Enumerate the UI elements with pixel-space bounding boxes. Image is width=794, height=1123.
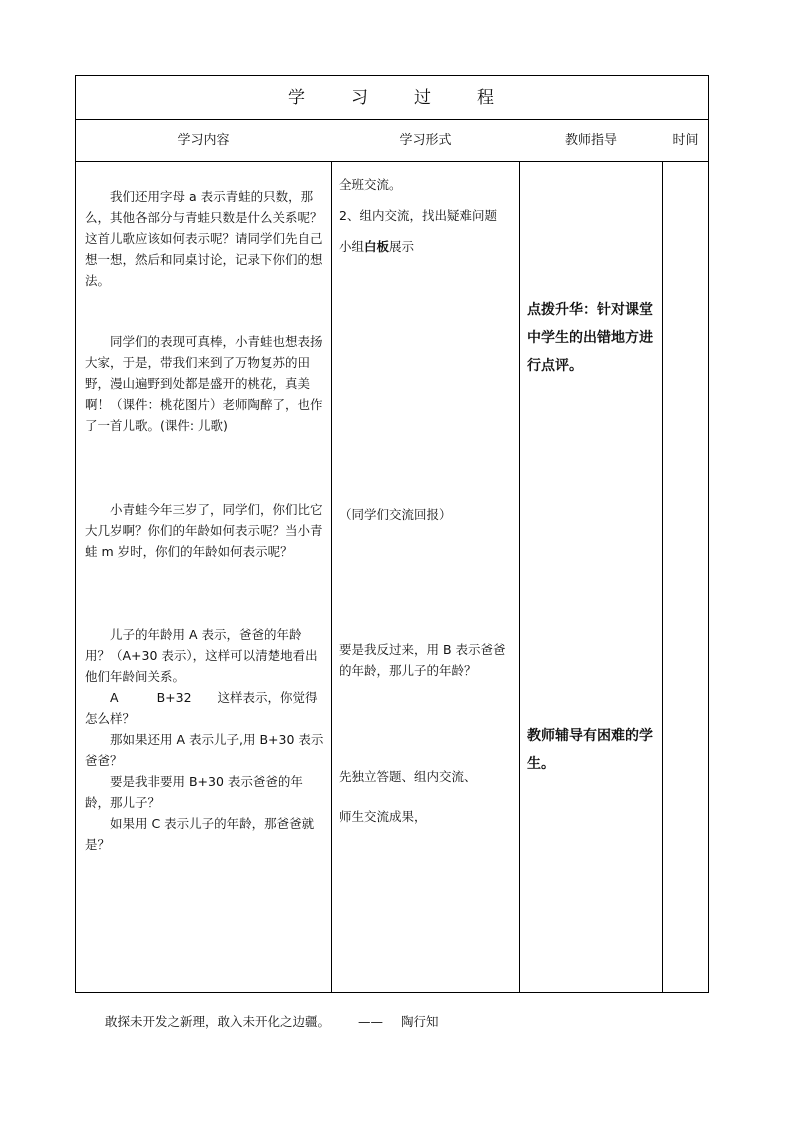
form-line: 先独立答题、组内交流、 [339,769,477,784]
header-time: 时间 [672,133,699,148]
content-paragraph [85,687,325,729]
form-line: 全班交流。 [339,177,402,192]
header-form: 学习形式 [399,133,452,148]
content-paragraph: 同学们的表现可真棒，小青蛙也想表扬大家，于是，带我们来到了万物复苏的田野，漫山遍野到处都是盛开的桃花，真美啊！（课件：桃花图片）老师陶醉了，也作了一首儿歌。(课件: 儿歌) [85,334,323,433]
form-line: 师生交流成果， [339,809,427,824]
guidance-block-2: 教师辅导有困难的学生。 [527,728,653,772]
column-divider-3 [662,161,663,992]
title-char-1: 学 [288,88,307,108]
formula-question: 这样表示，你觉得怎么样？ [85,690,318,726]
title-char-3: 过 [414,88,433,108]
quote-text: 敢探未开发之新理，敢入未开化之边疆。 [105,1014,331,1029]
form-block-1 [339,174,517,257]
title-char-2: 习 [351,88,370,108]
content-paragraph: 我们还用字母 a 表示青蛙的只数，那么，其他各部分与青蛙只数是什么关系呢？这首儿歌应该如何表示呢？请同学们先自己想一想，然后和同桌讨论，记录下你们的想法。 [85,189,323,288]
form-block-2 [339,504,517,525]
form-line: （同学们交流回报） [339,507,452,522]
column-divider-1 [331,161,332,992]
form-block-4 [339,766,517,827]
form-line: 小组白板展示 [339,239,415,254]
quote-author: 陶行知 [401,1014,439,1029]
header-guidance: 教师指导 [564,133,617,148]
lesson-table [75,75,709,993]
content-paragraph: 如果用 C 表示儿子的年龄，那爸爸就是？ [85,816,315,852]
content-block-2 [85,331,325,436]
content-block-1 [85,186,325,291]
footer-quote [105,1012,439,1030]
title-char-4: 程 [477,88,496,108]
form-block-3 [339,639,517,681]
formula-b: B+32 [156,690,192,705]
form-line: 2、组内交流，找出疑难问题 [339,208,497,223]
column-divider-2 [519,161,520,992]
content-paragraph: 儿子的年龄用 A 表示，爸爸的年龄用？（A+30 表示），这样可以清楚地看出他们年龄间关系。 [85,627,318,684]
content-paragraph: 那如果还用 A 表示儿子,用 B+30 表示爸爸？ [85,732,324,768]
guidance-block-1: 点拨升华：针对课堂中学生的出错地方进行点评。 [527,302,653,374]
header-content: 学习内容 [177,133,230,148]
table-title [76,76,708,120]
quote-dash: —— [358,1014,384,1029]
content-paragraph: 小青蛙今年三岁了，同学们，你们比它大几岁啊？你们的年龄如何表示呢？当小青蛙 m 岁时，你们的年龄如何表示呢？ [85,502,323,559]
content-block-3 [85,499,325,562]
content-paragraph: 要是我非要用 B+30 表示爸爸的年龄，那儿子？ [85,774,303,810]
form-line: 要是我反过来，用 B 表示爸爸的年龄，那儿子的年龄？ [339,642,506,678]
content-block-4 [85,624,325,855]
formula-a: A [110,690,119,705]
